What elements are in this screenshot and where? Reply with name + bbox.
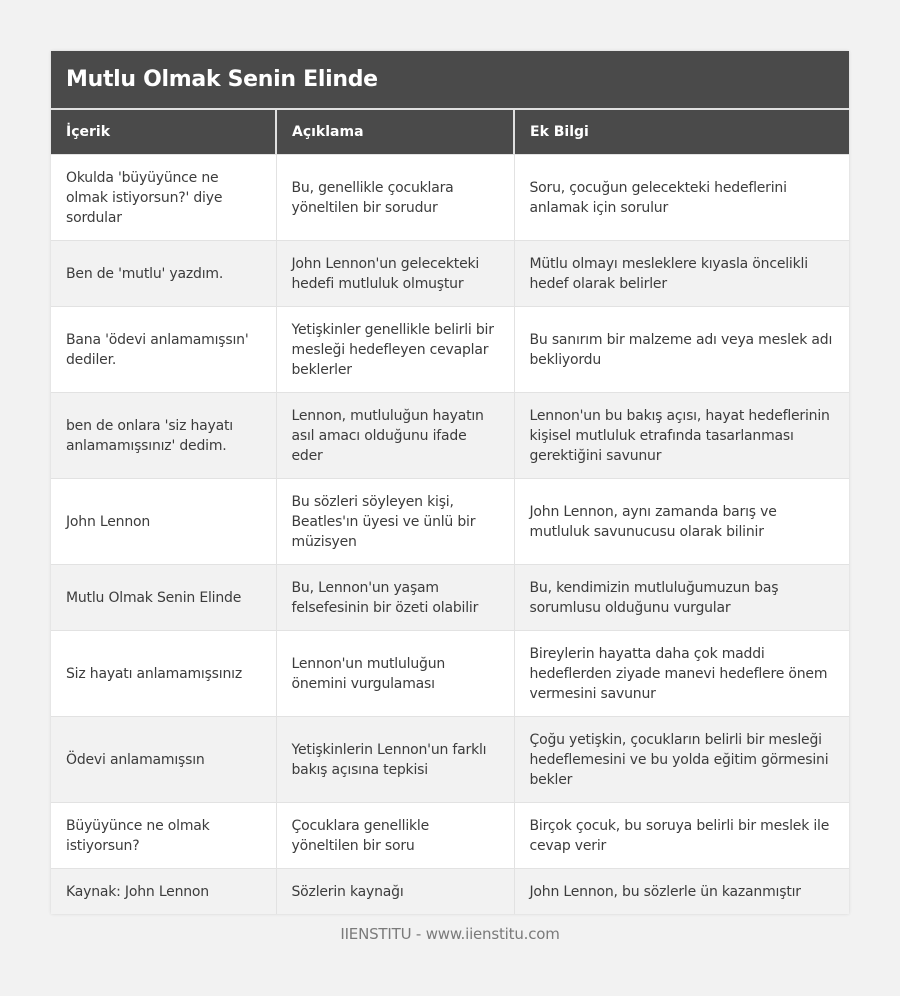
table-card — [51, 51, 849, 914]
cell-ek-bilgi: Çoğu yetişkin, çocukların belirli bir mesleği hedeflemesini ve bu yolda eğitim görmesini bekler — [514, 717, 849, 803]
column-header-aciklama: Açıklama — [276, 109, 514, 155]
table-row — [51, 565, 849, 631]
cell-aciklama: Bu, Lennon'un yaşam felsefesinin bir özeti olabilir — [276, 565, 514, 631]
cell-aciklama: Lennon, mutluluğun hayatın asıl amacı olduğunu ifade eder — [276, 393, 514, 479]
table-row — [51, 155, 849, 241]
table-row — [51, 307, 849, 393]
footer-credit: IIENSTITU - www.iienstitu.com — [340, 925, 560, 943]
table-row — [51, 393, 849, 479]
table-row — [51, 479, 849, 565]
cell-icerik: ben de onlara 'siz hayatı anlamamışsınız' dedim. — [51, 393, 276, 479]
table-title: Mutlu Olmak Senin Elinde — [51, 51, 849, 108]
cell-ek-bilgi: Bu, kendimizin mutluluğumuzun baş sorumlusu olduğunu vurgular — [514, 565, 849, 631]
cell-ek-bilgi: Bireylerin hayatta daha çok maddi hedeflerden ziyade manevi hedeflere önem vermesini savunur — [514, 631, 849, 717]
cell-aciklama: John Lennon'un gelecekteki hedefi mutluluk olmuştur — [276, 241, 514, 307]
cell-aciklama: Sözlerin kaynağı — [276, 869, 514, 915]
table-row — [51, 803, 849, 869]
cell-icerik: Büyüyünce ne olmak istiyorsun? — [51, 803, 276, 869]
table-row — [51, 241, 849, 307]
cell-icerik: Bana 'ödevi anlamamışsın' dediler. — [51, 307, 276, 393]
cell-ek-bilgi: Lennon'un bu bakış açısı, hayat hedeflerinin kişisel mutluluk etrafında tasarlanması gerektiğini savunur — [514, 393, 849, 479]
cell-ek-bilgi: John Lennon, bu sözlerle ün kazanmıştır — [514, 869, 849, 915]
table-row — [51, 631, 849, 717]
cell-icerik: John Lennon — [51, 479, 276, 565]
cell-aciklama: Çocuklara genellikle yöneltilen bir soru — [276, 803, 514, 869]
table-row — [51, 869, 849, 915]
content-table — [51, 108, 849, 914]
cell-ek-bilgi: Mütlu olmayı mesleklere kıyasla öncelikli hedef olarak belirler — [514, 241, 849, 307]
cell-ek-bilgi: John Lennon, aynı zamanda barış ve mutluluk savunucusu olarak bilinir — [514, 479, 849, 565]
column-header-icerik: İçerik — [51, 109, 276, 155]
cell-icerik: Ödevi anlamamışsın — [51, 717, 276, 803]
cell-aciklama: Yetişkinler genellikle belirli bir mesleği hedefleyen cevaplar beklerler — [276, 307, 514, 393]
cell-aciklama: Lennon'un mutluluğun önemini vurgulaması — [276, 631, 514, 717]
cell-ek-bilgi: Bu sanırım bir malzeme adı veya meslek adı bekliyordu — [514, 307, 849, 393]
cell-icerik: Okulda 'büyüyünce ne olmak istiyorsun?' diye sordular — [51, 155, 276, 241]
cell-ek-bilgi: Birçok çocuk, bu soruya belirli bir meslek ile cevap verir — [514, 803, 849, 869]
cell-aciklama: Yetişkinlerin Lennon'un farklı bakış açısına tepkisi — [276, 717, 514, 803]
cell-icerik: Mutlu Olmak Senin Elinde — [51, 565, 276, 631]
header-row — [51, 109, 849, 155]
cell-aciklama: Bu sözleri söyleyen kişi, Beatles'ın üyesi ve ünlü bir müzisyen — [276, 479, 514, 565]
table-row — [51, 717, 849, 803]
cell-icerik: Siz hayatı anlamamışsınız — [51, 631, 276, 717]
column-header-ek-bilgi: Ek Bilgi — [514, 109, 849, 155]
cell-ek-bilgi: Soru, çocuğun gelecekteki hedeflerini anlamak için sorulur — [514, 155, 849, 241]
cell-aciklama: Bu, genellikle çocuklara yöneltilen bir sorudur — [276, 155, 514, 241]
cell-icerik: Kaynak: John Lennon — [51, 869, 276, 915]
cell-icerik: Ben de 'mutlu' yazdım. — [51, 241, 276, 307]
